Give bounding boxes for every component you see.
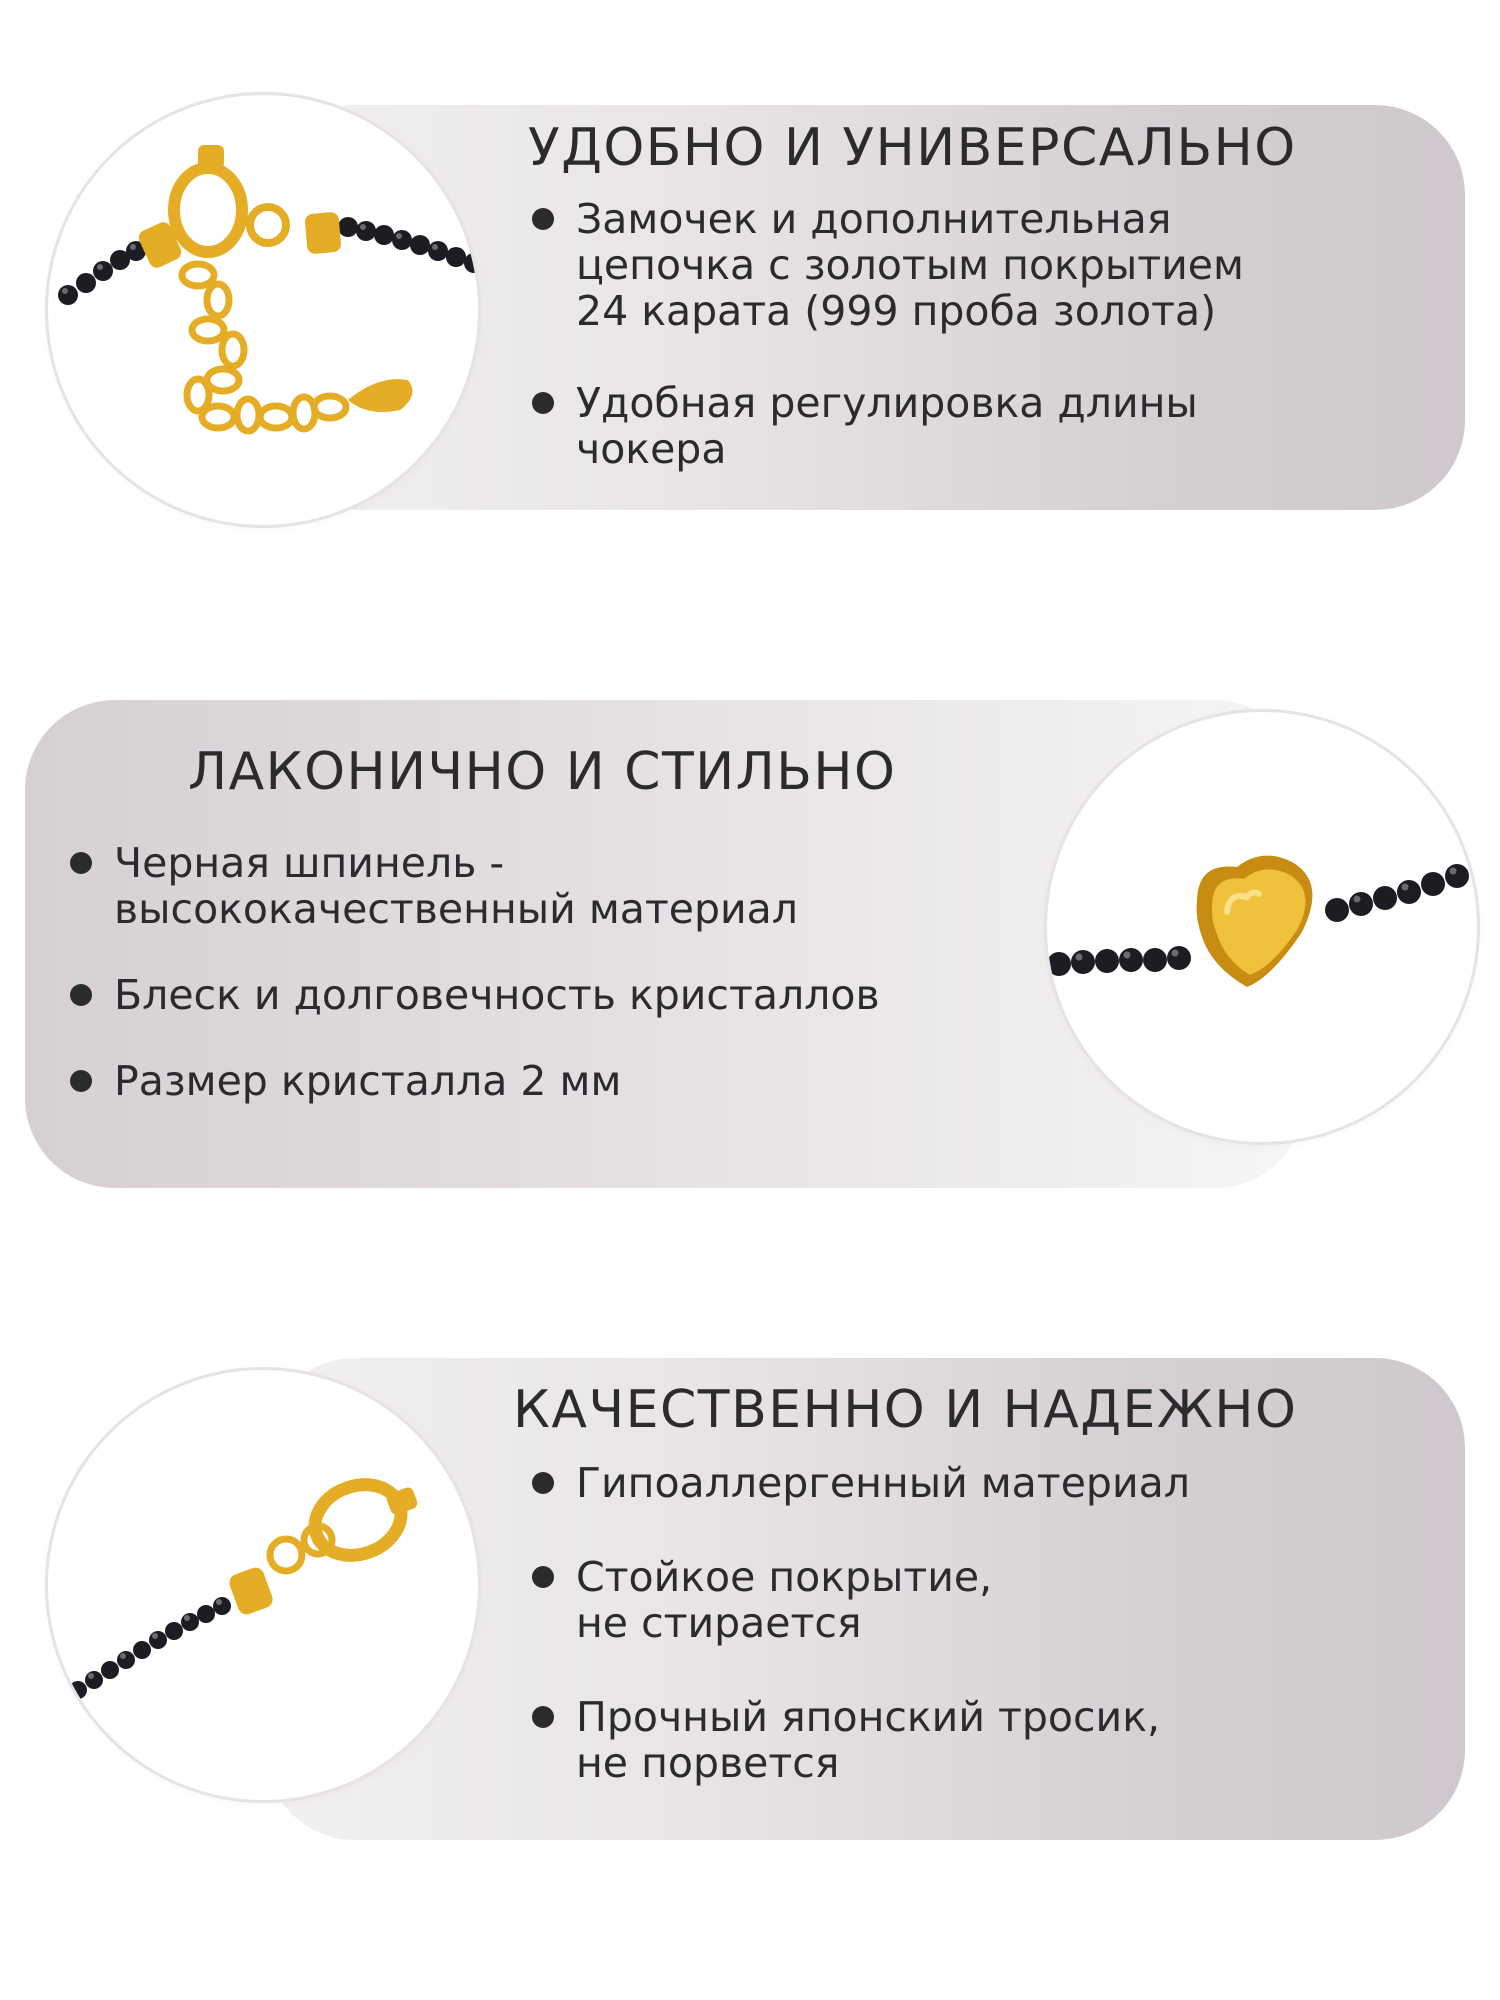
list-item: Удобная регулировка длины чокера	[530, 380, 1410, 472]
bullet-dot-icon	[70, 852, 92, 874]
bullet-dot-icon	[532, 1566, 554, 1588]
bullet-dot-icon	[532, 1706, 554, 1728]
list-item: Черная шпинель - высококачественный материал	[68, 840, 1048, 932]
clasp-extender-chain-photo	[48, 95, 478, 525]
list-item: Замочек и дополнительная цепочка с золотым покрытием 24 карата (999 проба золота)	[530, 196, 1410, 334]
feature-section-quality	[0, 1330, 1500, 1850]
feature-section-convenient	[0, 0, 1500, 540]
list-item: Прочный японский тросик, не порвется	[530, 1694, 1410, 1786]
feature-list	[530, 196, 1410, 472]
bullet-dot-icon	[70, 984, 92, 1006]
section-title: ЛАКОНИЧНО И СТИЛЬНО	[188, 742, 897, 802]
list-item: Гипоаллергенный материал	[530, 1460, 1410, 1506]
bullet-dot-icon	[532, 208, 554, 230]
feature-list	[530, 1460, 1410, 1786]
heart-charm-photo	[1047, 712, 1477, 1142]
lobster-clasp-photo	[48, 1370, 478, 1800]
feature-list	[68, 840, 1048, 1104]
bullet-dot-icon	[70, 1070, 92, 1092]
bullet-dot-icon	[532, 1472, 554, 1494]
feature-section-stylish	[0, 690, 1500, 1210]
list-item: Стойкое покрытие, не стирается	[530, 1554, 1410, 1646]
bullet-dot-icon	[532, 392, 554, 414]
list-item: Блеск и долговечность кристаллов	[68, 972, 1048, 1018]
section-title: КАЧЕСТВЕННО И НАДЕЖНО	[513, 1380, 1298, 1440]
list-item: Размер кристалла 2 мм	[68, 1058, 1048, 1104]
section-title: УДОБНО И УНИВЕРСАЛЬНО	[528, 118, 1297, 178]
